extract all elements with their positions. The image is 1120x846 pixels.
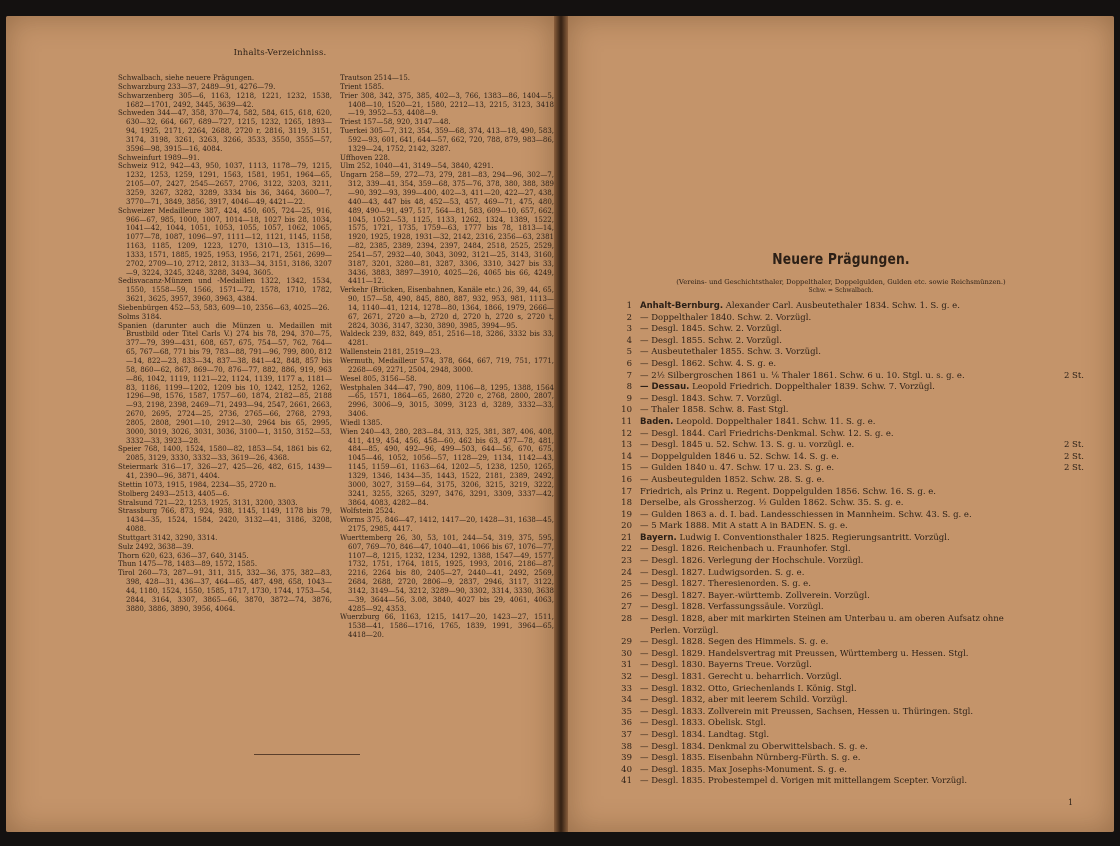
entry-number: 10 <box>621 405 632 416</box>
entry-number: 28 <box>621 614 632 625</box>
entry-description: — Desgl. 1827. Ludwigsorden. S. g. e. <box>640 567 805 578</box>
entry-description: — Desgl. 1826. Reichenbach u. Fraunhofer. Stgl. <box>640 544 851 555</box>
section-subtitle: (Vereins- und Geschichtsthaler, Doppelthaler, Doppelgulden, Gulden etc. sowie Reichsmünzen.) <box>676 278 1006 286</box>
index-entry: Wermuth, Medailleur 574, 378, 664, 667, 719, 751, 1771, 2268—69, 2271, 2504, 2948, 3000. <box>340 357 554 374</box>
coin-entry <box>604 417 1084 429</box>
index-entry: Thun 1475—78, 1483—89, 1572, 1585. <box>118 560 258 569</box>
coin-entry <box>604 614 1084 637</box>
entry-heading: — Dessau. <box>640 382 690 393</box>
coin-entry <box>604 498 1084 510</box>
entry-number: 4 <box>626 335 632 346</box>
coin-entry <box>604 544 1084 556</box>
right-page <box>568 16 1114 832</box>
entry-quantity: 2 St. <box>1063 451 1084 462</box>
entry-description: — Desgl. 1831. Gerecht u. beharrlich. Vorzügl. <box>640 672 842 682</box>
entry-number: 1 <box>626 301 632 311</box>
index-entry: Ungarn 258—59, 272—73, 279, 281—83, 294—96, 302—7, 312, 339—41, 354, 359—68, 375—76, 378, 380, 388, 389—90, 392—93, 399—400, 402—3, 411—20, 422—27, 438, 440—43, 447 bis 48, 452—53, 457, 469—71, 475, 480, 489, 490—91, 497, 517, 564—81, 583, 609—10, 657, 662, 1045, 1052—53, 1125, 1133, 1262, 1324, 1389, 1522, 1575, 1721, 1735, 1759—63, 1777 bis 78, 1813—14, 1920, 1925, 1928, 1931—32, 2142, 2316, 2356—63, 2381—82, 2385, 2389, 2394, 2397, 2484, 2518, 2525, 2529, 2541—57, 2932—40, 3043, 3092, 3121—25, 3143, 3160, 3187, 3201, 3280—81, 3287, 3306, 3310, 3427 bis 33, 3436, 3883, 3897—3910, 4025—26, 4065 bis 66, 4249, 4411—12. <box>340 171 554 286</box>
coin-entry <box>604 336 1084 348</box>
entry-quantity: 2 St. <box>1063 463 1084 474</box>
entry-description: — 5 Mark 1888. Mit A statt A in BADEN. S. g. e. <box>640 521 848 532</box>
entry-description: — Ausbeutethaler 1855. Schw. 3. Vorzügl. <box>640 347 821 358</box>
entry-number: 8 <box>626 382 632 393</box>
coin-entry <box>604 695 1084 707</box>
coin-entry <box>604 753 1084 765</box>
entry-description: — Desgl. 1834. Denkmal zu Oberwittelsbach. S. g. e. <box>640 741 868 752</box>
index-entry: Trier 308, 342, 375, 385, 402—3, 766, 1383—86, 1404—5, 1408—10, 1520—21, 1580, 2212—13, 2215, 3123, 3418—19, 3952—53, 4408—9. <box>340 91 554 118</box>
coin-entry <box>604 405 1084 417</box>
running-head: Inhalts-Verzeichniss. <box>233 48 327 58</box>
entry-number: 27 <box>621 602 632 613</box>
entry-description: — Desgl. 1827. Theresienorden. S. g. e. <box>640 579 811 590</box>
entry-description: — Desgl. 1845 u. 52. Schw. 13. S. g. u. vorzügl. e. <box>640 440 855 451</box>
coin-entry <box>604 718 1084 730</box>
entry-description: — Desgl. 1828. Segen des Himmels. S. g. e. <box>640 637 829 648</box>
entry-description: Alexander Carl. Ausbeutethaler 1834. Schw. 1. S. g. e. <box>725 301 960 311</box>
index-entry: Stettin 1073, 1915, 1984, 2234—35, 2720 n. <box>118 480 277 489</box>
coin-entry <box>604 742 1084 754</box>
entry-number: 37 <box>621 729 632 740</box>
entry-description: — Ausbeutegulden 1852. Schw. 28. S. g. e. <box>640 474 825 485</box>
index-column-left <box>118 74 332 613</box>
entry-description: — Thaler 1858. Schw. 8. Fast Stgl. <box>640 405 789 416</box>
entry-quantity: 2 St. <box>1063 440 1084 451</box>
index-entry: Wuerzburg 66, 1163, 1215, 1417—20, 1423—27, 1511, 1538—41, 1586—1716, 1765, 1839, 1991, 3964—65, 4418—20. <box>340 613 554 640</box>
index-entry: Schwarzenberg 305—6, 1163, 1218, 1221, 1232, 1538, 1682—1701, 2492, 3445, 3639—42. <box>118 91 332 109</box>
coin-entry <box>604 660 1084 672</box>
entry-number: 14 <box>621 451 632 462</box>
entry-description: — Desgl. 1855. Schw. 2. Vorzügl. <box>640 335 782 346</box>
entry-number: 39 <box>621 753 632 764</box>
coin-entry <box>604 556 1084 568</box>
coin-entry <box>604 359 1084 371</box>
coin-entry <box>604 707 1084 719</box>
index-entry: Sedisvacanz-Münzen und -Medaillen 1322, 1342, 1534, 1550, 1558—59, 1566, 1571—72, 1578, 1710, 1782, 3621, 3625, 3957, 3960, 3963, 4384. <box>118 277 332 304</box>
coin-entry <box>604 440 1084 452</box>
entry-number: 3 <box>626 324 632 335</box>
index-entry: Waldeck 239, 832, 849, 851, 2516—18, 3286, 3332 bis 33, 4281. <box>340 330 554 348</box>
coin-entry <box>604 672 1084 684</box>
index-entry: Wesel 805, 3156—58. <box>340 374 417 383</box>
entry-description: — Doppelgulden 1846 u. 52. Schw. 14. S. g. e. <box>640 451 839 462</box>
page-number: 1 <box>1068 798 1074 807</box>
entry-description: — Desgl. 1845. Schw. 2. Vorzügl. <box>640 324 782 335</box>
entry-number: 12 <box>621 428 632 439</box>
entry-number: 23 <box>621 556 632 567</box>
book-gutter <box>554 16 568 832</box>
coin-entry <box>604 382 1084 394</box>
entry-number: 40 <box>621 764 632 775</box>
entry-quantity: 2 St. <box>1063 370 1084 381</box>
index-entry: Ulm 252, 1040—41, 3149—54, 3840, 4291. <box>340 162 494 171</box>
entry-number: 25 <box>621 579 632 590</box>
coin-entry <box>604 510 1084 522</box>
coin-entry <box>604 765 1084 777</box>
entry-number: 41 <box>621 776 632 787</box>
coin-entry <box>604 730 1084 742</box>
entry-description: — Desgl. 1832, aber mit leerem Schild. Vorzügl. <box>640 695 848 706</box>
index-entry: Solms 3184. <box>118 312 162 321</box>
entry-description: Derselbe, als Grossherzog. ½ Gulden 1862. Schw. 35. S. g. e. <box>640 498 904 509</box>
entry-description: — Desgl. 1830. Bayerns Treue. Vorzügl. <box>640 660 812 671</box>
coin-entry <box>604 591 1084 603</box>
index-entry: Worms 375, 846—47, 1412, 1417—20, 1428—31, 1638—45, 2175, 2985, 4417. <box>340 516 554 534</box>
index-entry: Verkehr (Brücken, Eisenbahnen, Kanäle etc.) 26, 39, 44, 65, 90, 157—58, 490, 845, 880, 887, 932, 953, 981, 1113—14, 1140—41, 1214, 1278—80, 1364, 1866, 1979, 2666—67, 2671, 2720 a—b, 2720 d, 2720 h, 2720 s, 2720 t, 2824, 3036, 3147, 3230, 3890, 3985, 3994—95. <box>340 286 554 330</box>
entry-heading: Anhalt-Bernburg. <box>640 301 724 311</box>
entry-number: 13 <box>621 440 632 451</box>
entry-description: — Gulden 1863 a. d. I. bad. Landesschiessen in Mannheim. Schw. 43. S. g. e. <box>640 509 972 520</box>
entry-number: 2 <box>626 312 632 323</box>
entry-description: Friedrich, als Prinz u. Regent. Doppelgulden 1856. Schw. 16. S. g. e. <box>640 486 936 497</box>
entry-description: — Desgl. 1835. Max Josephs-Monument. S. g. e. <box>640 764 847 775</box>
entry-number: 24 <box>621 567 632 578</box>
entry-number: 26 <box>621 590 632 601</box>
index-entry: Wiedl 1385. <box>340 418 383 427</box>
coin-entry <box>604 301 1084 313</box>
index-entry: Schweinfurt 1989—91. <box>118 153 200 162</box>
entry-heading: Baden. <box>640 416 674 427</box>
index-entry: Uffhoven 228. <box>340 153 391 162</box>
entry-number: 34 <box>621 695 632 706</box>
entry-number: 29 <box>621 637 632 648</box>
entry-number: 35 <box>621 706 632 717</box>
entry-number: 32 <box>621 672 632 682</box>
entry-description: — Desgl. 1835. Eisenbahn Nürnberg-Fürth. S. g. e. <box>640 753 861 764</box>
entry-description: Leopold. Doppelthaler 1841. Schw. 11. S. g. e. <box>676 416 876 427</box>
coin-entry <box>604 475 1084 487</box>
index-entry: Siebenbürgen 452—53, 583, 609—10, 2356—63, 4025—26. <box>118 303 330 312</box>
entry-number: 18 <box>621 498 632 509</box>
index-entry: Wuerttemberg 26, 30, 53, 101, 244—54, 319, 375, 595, 607, 769—70, 846—47, 1040—41, 1066 bis 67, 1076—77, 1107—8, 1215, 1232, 1234, 1292, 1388, 1547—49, 1577, 1732, 1751, 1764, 1815, 1925, 1993, 2016, 2186—87, 2216, 2264 bis 80, 2405—27, 2440—41, 2492, 2569, 2684, 2688, 2720, 2806—9, 2837, 2946, 3117, 3122, 3142, 3149—54, 3212, 3289—90, 3302, 3314, 3330, 3638—39, 3644—56, 3.08, 3840, 4027 bis 29, 4061, 4063, 4285—92, 4353. <box>340 533 554 613</box>
entry-description: — Desgl. 1862. Schw. 4. S. g. e. <box>640 358 777 369</box>
entry-description: — Desgl. 1833. Zollverein mit Preussen, Sachsen, Hessen u. Thüringen. Stgl. <box>640 706 974 717</box>
column-end-rule <box>254 754 360 755</box>
section-title: Neuere Prägungen. <box>772 250 910 268</box>
entry-description: — Desgl. 1843. Schw. 7. Vorzügl. <box>640 393 782 404</box>
coin-entry <box>604 324 1084 336</box>
entry-description: — Desgl. 1835. Probestempel d. Vorigen mit mittellangem Scepter. Vorzügl. <box>640 776 968 787</box>
entry-number: 19 <box>621 509 632 520</box>
entry-number: 11 <box>621 416 632 427</box>
index-entry: Sulz 2492, 3638—39. <box>118 542 194 551</box>
coin-entry <box>604 776 1084 788</box>
entry-description: Ludwig I. Conventionsthaler 1825. Regierungsantritt. Vorzügl. <box>679 532 950 543</box>
index-entry: Trient 1585. <box>340 82 384 91</box>
coin-entry <box>604 602 1084 614</box>
index-entry: Schweizer Medailleure 387, 424, 450, 605, 724—25, 916, 966—67, 985, 1000, 1007, 1014—18, 1027 bis 28, 1034, 1041—42, 1044, 1051, 1053, 1055, 1057, 1062, 1065, 1077—78, 1087, 1096—97, 1111—12, 1121, 1145, 1158, 1163, 1185, 1209, 1223, 1270, 1310—13, 1315—16, 1333, 1571, 1885, 1925, 1953, 1956, 2171, 2561, 2699—2702, 2709—10, 2712, 2812, 3133—34, 3151, 3186, 3207—9, 3224, 3245, 3248, 3288, 3494, 3605. <box>118 206 332 277</box>
entry-description: — Desgl. 1828, aber mit markirten Steinen am Unterbau u. am oberen Aufsatz ohne <box>640 614 1004 625</box>
index-entry: Tuerkei 305—7, 312, 354, 359—68, 374, 413—18, 490, 583, 592—93, 601, 641, 644—57, 662, 720, 788, 879, 983—86, 1329—24, 1752, 2142, 3287. <box>340 127 554 153</box>
entry-heading: Bayern. <box>640 532 677 543</box>
coin-entry <box>604 579 1084 591</box>
coin-entry <box>604 313 1084 325</box>
entry-number: 20 <box>621 521 632 532</box>
coin-entry <box>604 429 1084 441</box>
coin-entry <box>604 649 1084 661</box>
index-entry: Tirol 260—73, 287—91, 311, 315, 332—36, 375, 382—83, 398, 428—31, 436—37, 464—65, 487, 498, 658, 1043—44, 1180, 1524, 1550, 1585, 1717, 1730, 1744, 1753—54, 2844, 3164, 3307, 3865—66, 3870, 3872—74, 3876, 3880, 3886, 3890, 3956, 4064. <box>118 569 332 613</box>
index-entry: Stolberg 2493—2513, 4405—6. <box>118 489 230 498</box>
index-entry: Wolfstein 2524. <box>340 507 396 516</box>
coin-entry <box>604 684 1084 696</box>
coin-entry <box>604 637 1084 649</box>
entry-number: 31 <box>621 660 632 671</box>
entry-description: — Desgl. 1834. Landtag. Stgl. <box>640 729 770 740</box>
entry-number: 6 <box>626 358 632 369</box>
entry-description: — Desgl. 1828. Verfassungssäule. Vorzügl. <box>640 602 824 613</box>
coin-entry <box>604 371 1084 383</box>
abbreviation-note: Schw. = Schwalbach. <box>808 287 874 294</box>
index-entry: Triest 157—58, 920, 3147—48. <box>340 118 451 127</box>
index-entry: Trautson 2514—15. <box>340 74 410 82</box>
entry-description: — Desgl. 1832. Otto, Griechenlands I. König. Stgl. <box>640 683 857 694</box>
index-entry: Schwalbach, siehe neuere Prägungen. <box>118 74 255 82</box>
left-page <box>6 16 554 832</box>
index-entry: Westphalen 344—47, 790, 809, 1106—8, 1295, 1388, 1564—65, 1571, 1864—65, 2680, 2720 c, 2768, 2800, 2807, 2996, 3006—9, 3015, 3099, 3123 d, 3289, 3332—33, 3406. <box>340 383 554 419</box>
entry-number: 33 <box>621 683 632 694</box>
index-entry: Thorn 620, 623, 636—37, 640, 3145. <box>118 551 249 560</box>
entry-number: 16 <box>621 474 632 485</box>
entry-description: — Desgl. 1844. Carl Friedrichs-Denkmal. Schw. 12. S. g. e. <box>640 428 894 439</box>
entry-description: — 2½ Silbergroschen 1861 u. ⅙ Thaler 1861. Schw. 6 u. 10. Stgl. u. s. g. e. <box>640 370 965 381</box>
index-entry: Stralsund 721—22, 1253, 1925, 3131, 3200, 3303. <box>118 498 298 507</box>
coin-entry <box>604 533 1084 545</box>
entry-description: — Desgl. 1826. Verlegung der Hochschule. Vorzügl. <box>640 556 864 567</box>
coin-entry <box>604 394 1084 406</box>
coin-list <box>604 301 1084 788</box>
entry-number: 17 <box>621 486 632 497</box>
index-entry: Stuttgart 3142, 3290, 3314. <box>118 533 218 542</box>
entry-number: 36 <box>621 718 632 729</box>
entry-number: 7 <box>626 370 632 381</box>
index-entry: Strassburg 766, 873, 924, 938, 1145, 1149, 1178 bis 79, 1434—35, 1524, 1584, 2420, 3132—41, 3186, 3208, 4088. <box>118 507 332 534</box>
entry-number: 15 <box>621 463 632 474</box>
index-entry: Schweiz 912, 942—43, 950, 1037, 1113, 1178—79, 1215, 1232, 1253, 1259, 1291, 1563, 1581, 1951, 1964—65, 2105—07, 2427, 2545—2657, 2706, 3122, 3203, 3211, 3259, 3267, 3282, 3289, 3334 bis 36, 3464, 3600—7, 3770—71, 3849, 3856, 3917, 4046—49, 4421—22. <box>118 162 332 206</box>
coin-entry <box>604 347 1084 359</box>
entry-number: 30 <box>621 648 632 659</box>
entry-number: 22 <box>621 544 632 555</box>
entry-description: — Desgl. 1829. Handelsvertrag mit Preussen, Württemberg u. Hessen. Stgl. <box>640 648 969 659</box>
index-entry: Schwarzburg 233—37, 2489—91, 4276—79. <box>118 82 276 91</box>
entry-description: — Desgl. 1827. Bayer.-württemb. Zollverein. Vorzügl. <box>640 590 870 601</box>
entry-description: — Doppelthaler 1840. Schw. 2. Vorzügl. <box>640 312 812 323</box>
coin-entry <box>604 521 1084 533</box>
entry-description: — Gulden 1840 u. 47. Schw. 17 u. 23. S. g. e. <box>640 463 835 474</box>
index-entry: Spanien (darunter auch die Münzen u. Medaillen mit Brustbild oder Titel Carls V.) 274 bis 78, 294, 370—75, 377—79, 399—431, 608, 657, 675, 754—57, 762, 764—65, 767—68, 771 bis 79, 783—88, 791—96, 799, 800, 812—14, 822—23, 833—34, 837—38, 841—42, 848, 857 bis 58, 860—62, 867, 869—70, 876—77, 882, 886, 919, 963—86, 1042, 1119, 1121—22, 1124, 1139, 1177 a, 1181—83, 1186, 1199—1202, 1209 bis 10, 1242, 1252, 1262, 1296—98, 1576, 1587, 1757—60, 1874, 2182—85, 2188—93, 2198, 2398, 2469—71, 2493—94, 2547, 2661, 2663, 2670, 2695, 2724—25, 2736, 2765—66, 2768, 2793, 2805, 2808, 2901—10, 2912—30, 2964 bis 65, 2995, 3000, 3019, 3026, 3031, 3036, 3100—1, 3150, 3152—53, 3332—33, 3923—28. <box>118 321 332 445</box>
entry-number: 21 <box>621 532 632 543</box>
index-entry: Wallenstein 2181, 2519—23. <box>340 348 442 357</box>
entry-number: 5 <box>626 347 632 358</box>
coin-entry <box>604 568 1084 580</box>
coin-entry <box>604 487 1084 499</box>
entry-continuation: Perlen. Vorzügl. <box>650 625 719 636</box>
entry-number: 38 <box>621 741 632 752</box>
index-entry: Steiermark 316—17, 326—27, 425—26, 482, 615, 1439—41, 2390—96, 3871, 4404. <box>118 463 332 480</box>
index-entry: Schweden 344—47, 358, 370—74, 582, 584, 615, 618, 620, 630—32, 664, 667, 689—727, 1215, 1232, 1265, 1893—94, 1925, 2171, 2264, 2688, 2720 r, 2816, 3119, 3151, 3174, 3198, 3261, 3263, 3266, 3533, 3550, 3555—57, 3596—98, 3915—16, 4084. <box>118 109 332 153</box>
index-column-right <box>340 74 554 640</box>
entry-description: Leopold Friedrich. Doppelthaler 1839. Schw. 7. Vorzügl. <box>692 382 935 393</box>
entry-number: 9 <box>626 393 632 404</box>
index-entry: Wien 240—43, 280, 283—84, 313, 325, 381, 387, 406, 408, 411, 419, 454, 456, 458—60, 462 bis 63, 477—78, 481, 484—85, 490, 492—96, 499—503, 644—56, 670, 675, 1045—46, 1052, 1056—57, 1128—29, 1134, 1142—43, 1145, 1159—61, 1163—64, 1202—5, 1238, 1250, 1265, 1329, 1346, 1434—35, 1443, 1522, 2181, 2389, 2492, 3000, 3027, 3159—64, 3175, 3206, 3215, 3219, 3222, 3241, 3255, 3265, 3297, 3476, 3291, 3309, 3337—42, 3864, 4083, 4282—84. <box>340 427 554 507</box>
coin-entry <box>604 463 1084 475</box>
entry-description: — Desgl. 1833. Obelisk. Stgl. <box>640 718 766 729</box>
index-entry: Speier 768, 1400, 1524, 1580—82, 1853—54, 1861 bis 62, 2085, 3129, 3330, 3332—33, 3619—26, 4368. <box>118 445 332 463</box>
coin-entry <box>604 452 1084 464</box>
